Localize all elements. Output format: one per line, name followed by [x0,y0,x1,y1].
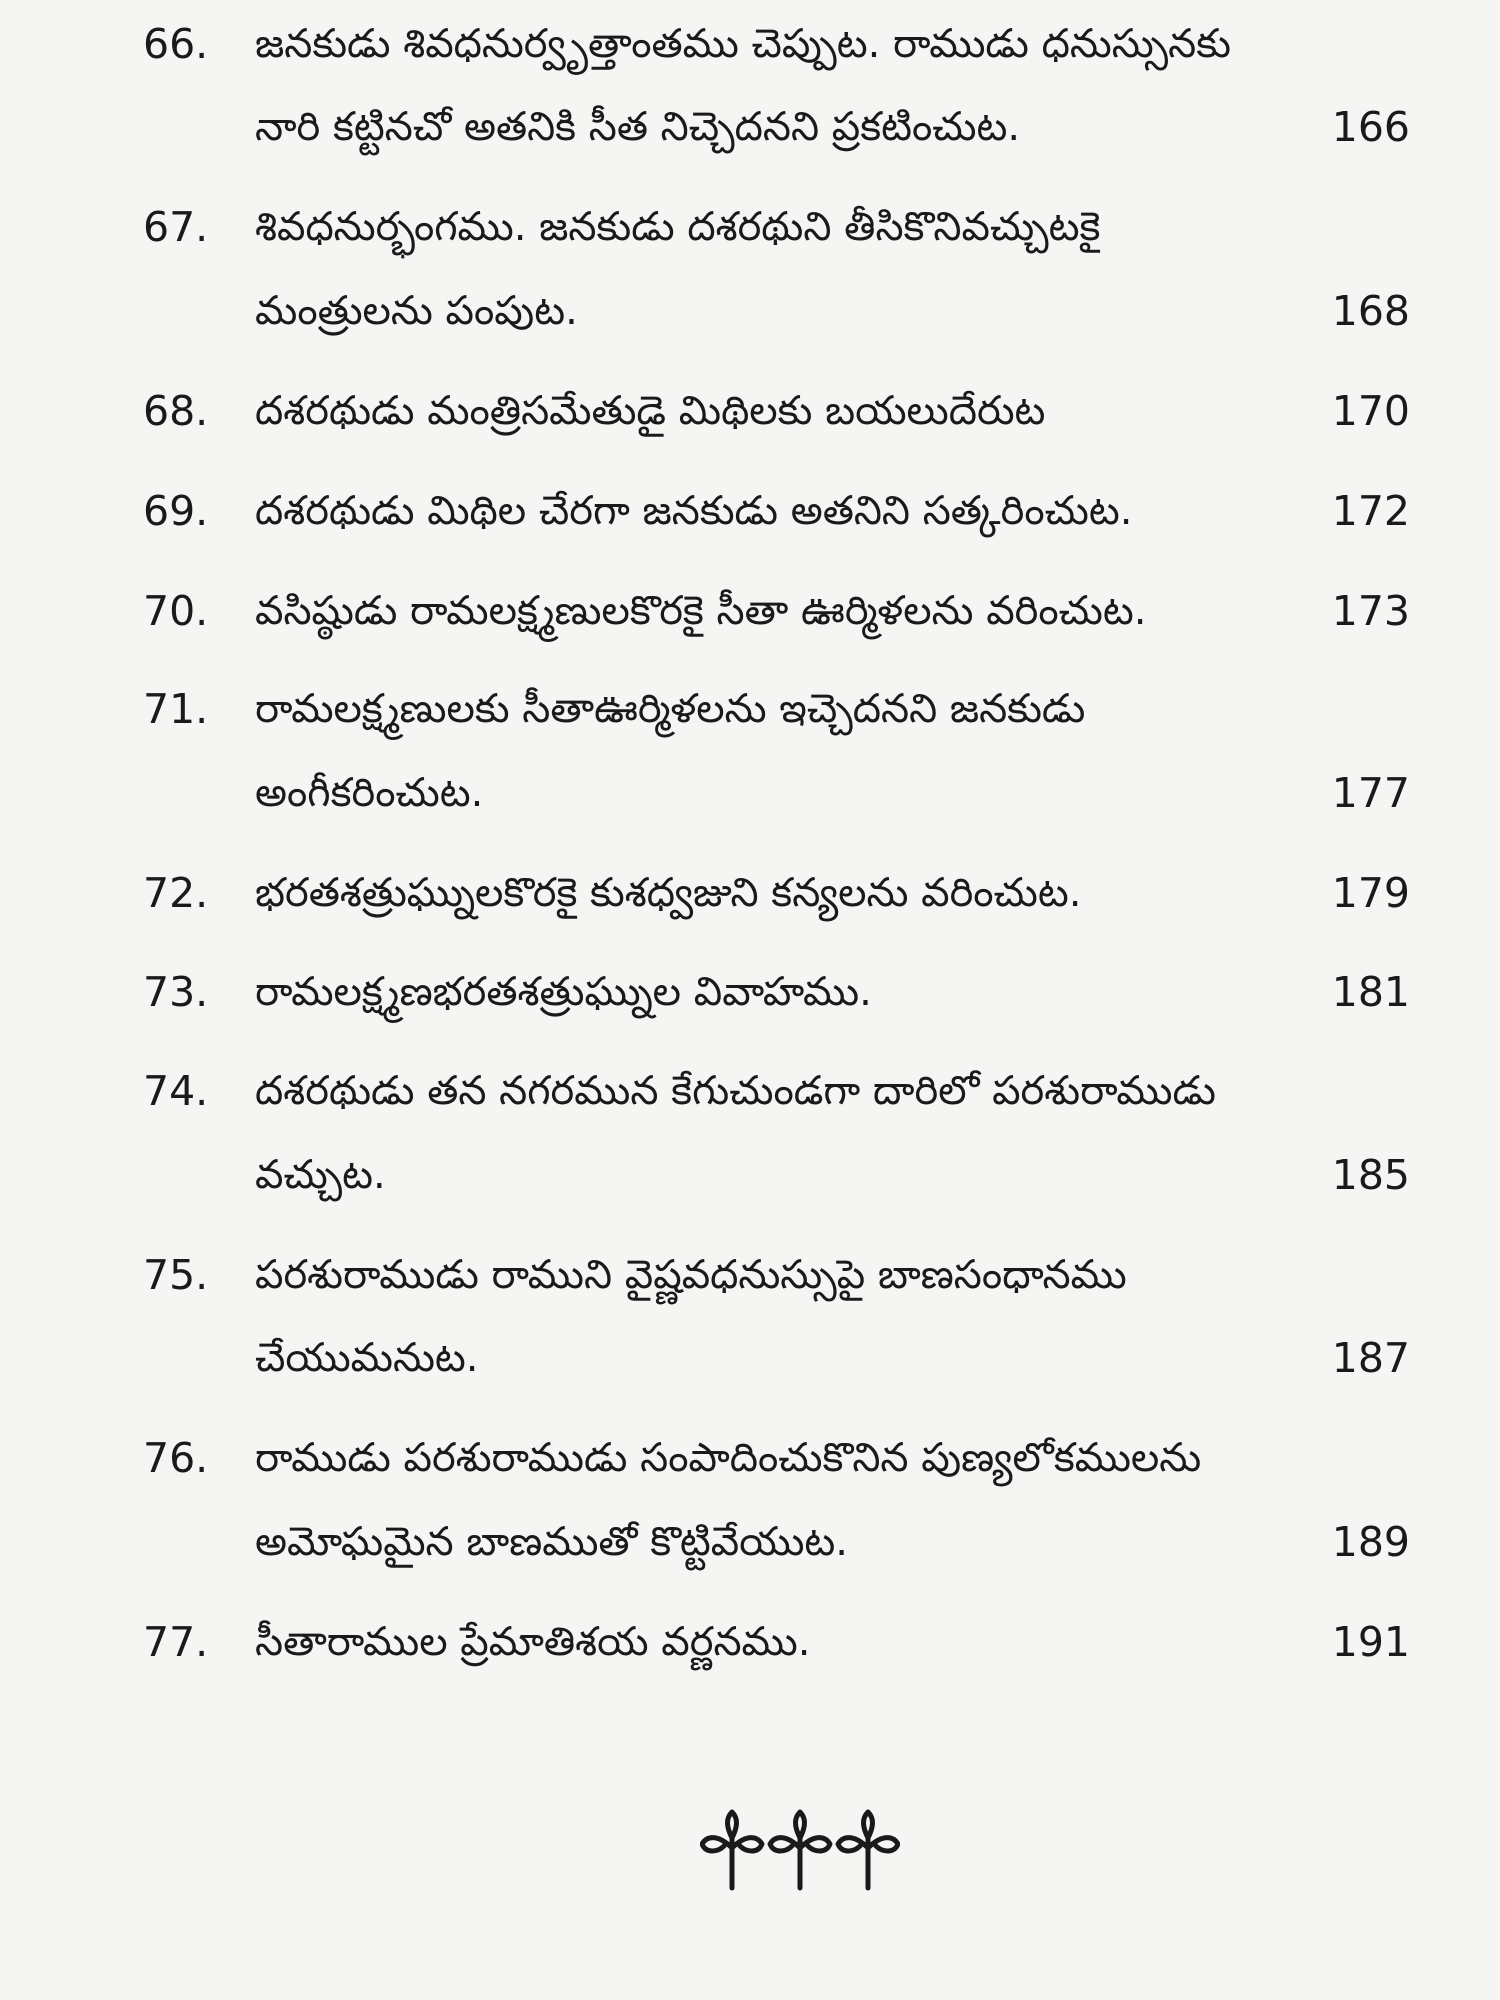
entry-title-line: చేయుమనుట. [255,1335,479,1381]
entry-page-number: 173 [1331,587,1410,635]
entry-title-line: అమోఘమైన బాణముతో కొట్టివేయుట. [255,1519,849,1565]
entry-title-line: నారి కట్టినచో అతనికి సీత నిచ్చెదనని ప్రకటించుట. [255,104,1021,150]
entry-title-line: రాముడు పరశురాముడు సంపాదించుకొనిన పుణ్యలోకములను [255,1435,1202,1481]
entry-page-number: 168 [1331,287,1410,335]
entry-title-line: వచ్చుట. [255,1152,386,1198]
entry-title-line: దశరథుడు తన నగరమున కేగుచుండగా దారిలో పరశురాముడు [255,1068,1216,1114]
entry-number: 77. [143,1618,209,1666]
entry-number: 72. [143,869,209,917]
entry-title-line: జనకుడు శివధనుర్వృత్తాంతము చెప్పుట. రాముడు ధనుస్సునకు [255,21,1231,67]
entry-title-line: మంత్రులను పంపుట. [255,288,578,334]
entry-page-number: 181 [1331,968,1410,1016]
entry-number: 68. [143,387,209,435]
entry-title-line: దశరథుడు మిథిల చేరగా జనకుడు అతనిని సత్కరించుట. [255,488,1133,534]
entry-title-line: శివధనుర్భంగము. జనకుడు దశరథుని తీసికొనివచ్చుటకై [255,204,1101,250]
entry-title-line: దశరథుడు మంత్రిసమేతుడై మిథిలకు బయలుదేరుట [255,388,1046,434]
floral-ornament-icon [700,1808,900,1898]
entry-page-number: 189 [1331,1518,1410,1566]
entry-number: 67. [143,203,209,251]
entry-number: 73. [143,968,209,1016]
entry-number: 76. [143,1434,209,1482]
entry-page-number: 185 [1331,1151,1410,1199]
entry-number: 75. [143,1251,209,1299]
entry-number: 70. [143,587,209,635]
entry-number: 74. [143,1067,209,1115]
entry-title-line: పరశురాముడు రాముని వైష్ణవధనుస్సుపై బాణసంధానము [255,1252,1127,1298]
entry-number: 66. [143,20,209,68]
entry-title-line: భరతశత్రుఘ్నులకొరకై కుశధ్వజుని కన్యలను వరించుట. [255,870,1082,916]
entry-title-line: రామలక్ష్మణభరతశత్రుఘ్నుల వివాహము. [255,969,872,1015]
entry-page-number: 170 [1331,387,1410,435]
entry-title-line: వసిష్ఠుడు రామలక్ష్మణులకొరకై సీతా ఊర్మిళలను వరించుట. [255,588,1147,634]
entry-page-number: 179 [1331,869,1410,917]
entry-page-number: 187 [1331,1334,1410,1382]
entry-title-line: రామలక్ష్మణులకు సీతాఊర్మిళలను ఇచ్చెదనని జనకుడు [255,686,1086,732]
entry-page-number: 172 [1331,487,1410,535]
entry-number: 71. [143,685,209,733]
entry-page-number: 191 [1331,1618,1410,1666]
entry-page-number: 166 [1331,103,1410,151]
entry-page-number: 177 [1331,769,1410,817]
entry-title-line: అంగీకరించుట. [255,770,484,816]
entry-title-line: సీతారాముల ప్రేమాతిశయ వర్ణనము. [255,1619,811,1665]
entry-number: 69. [143,487,209,535]
